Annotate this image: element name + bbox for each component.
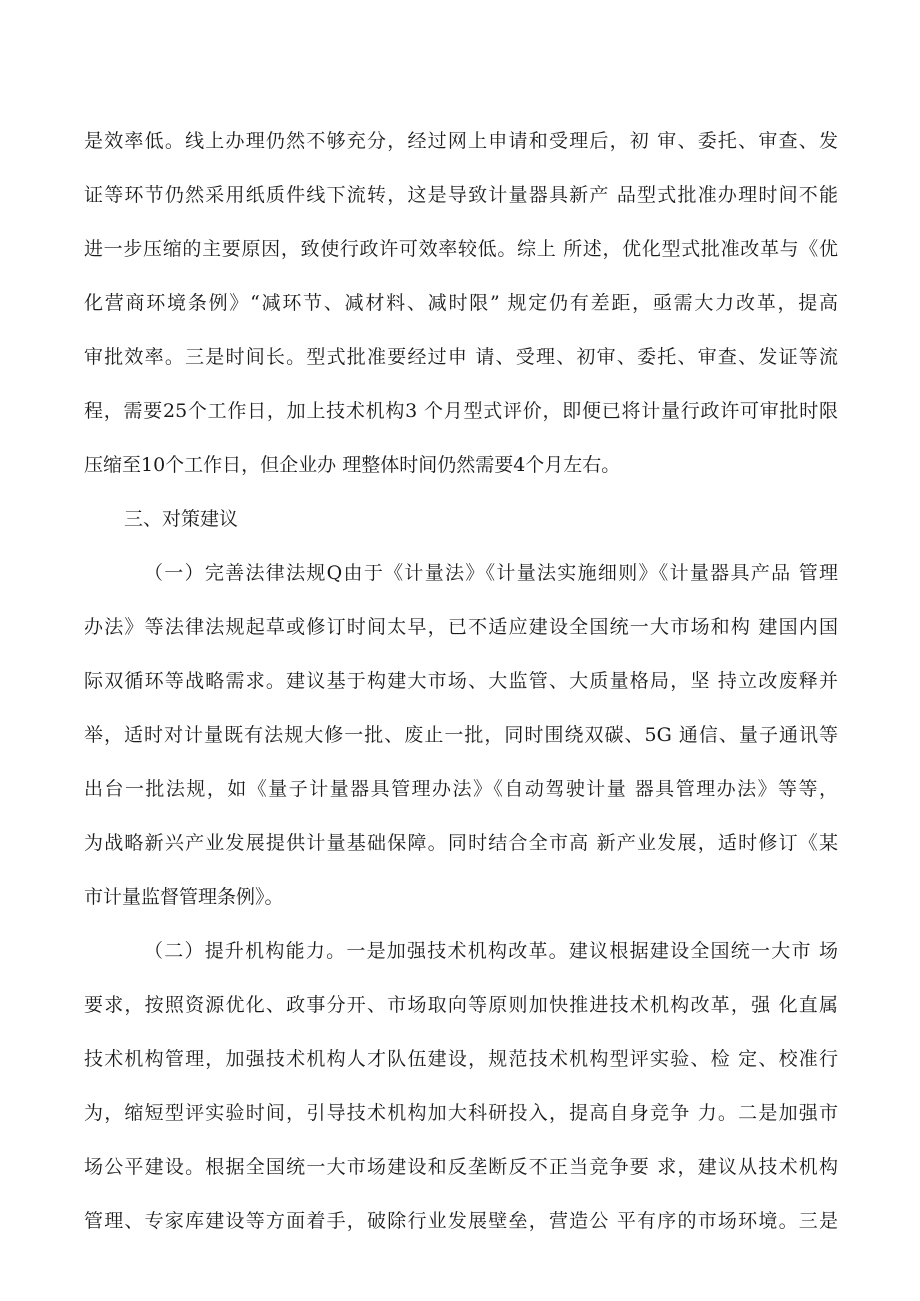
para-2-line-3: 技术机构管理，加强技术机构人才队伍建设，规范技术机构型评实验、检 定、校准行: [84, 1048, 838, 1070]
para-2-line-6: 管理、专家库建设等方面着手，破除行业发展壁垒，营造公 平有序的市场环境。三是: [84, 1210, 838, 1232]
section-heading: 三、对策建议: [124, 508, 239, 530]
para-1-line-1: （一）完善法律法规Q由于《计量法》《计量法实施细则》《计量器具产品 管理: [144, 562, 838, 584]
body-line-4: 化营商环境条例》“减环节、减材料、减时限” 规定仍有差距，亟需大力改革，提高: [84, 292, 838, 314]
body-line-2: 证等环节仍然采用纸质件线下流转，这是导致计量器具新产 品型式批准办理时间不能: [84, 184, 838, 206]
para-1-line-2: 办法》等法律法规起草或修订时间太早，已不适应建设全国统一大市场和构 建国内国: [84, 616, 838, 638]
para-1-line-7: 市计量监督管理条例》。: [84, 886, 284, 908]
para-1-line-4: 举，适时对计量既有法规大修一批、废止一批，同时围绕双碳、5G 通信、量子通讯等: [84, 724, 838, 746]
para-2-line-2: 要求，按照资源优化、政事分开、市场取向等原则加快推进技术机构改革，强 化直属: [84, 994, 838, 1016]
para-1-line-6: 为战略新兴产业发展提供计量基础保障。同时结合全市高 新产业发展，适时修订《某: [84, 832, 838, 854]
para-2-line-1: （二）提升机构能力。一是加强技术机构改革。建议根据建设全国统一大市 场: [144, 940, 838, 962]
body-line-1: 是效率低。线上办理仍然不够充分，经过网上申请和受理后，初 审、委托、审查、发: [84, 130, 838, 152]
para-2-line-5: 场公平建设。根据全国统一大市场建设和反垄断反不正当竞争要 求，建议从技术机构: [84, 1156, 838, 1178]
body-line-7: 压缩至10个工作日，但企业办 理整体时间仍然需要4个月左右。: [84, 454, 621, 476]
body-line-6: 程，需要25个工作日，加上技术机构3 个月型式评价，即便已将计量行政许可审批时限: [84, 400, 838, 422]
body-line-5: 审批效率。三是时间长。型式批准要经过申 请、受理、初审、委托、审查、发证等流: [84, 346, 838, 368]
body-line-3: 进一步压缩的主要原因，致使行政许可效率较低。综上 所述，优化型式批准改革与《优: [84, 238, 838, 260]
para-1-line-3: 际双循环等战略需求。建议基于构建大市场、大监管、大质量格局，坚 持立改废释并: [84, 670, 838, 692]
para-1-line-5: 出台一批法规，如《量子计量器具管理办法》《自动驾驶计量 器具管理办法》等等，: [84, 778, 838, 800]
para-2-line-4: 为，缩短型评实验时间，引导技术机构加大科研投入，提高自身竞争 力。二是加强市: [84, 1102, 838, 1124]
